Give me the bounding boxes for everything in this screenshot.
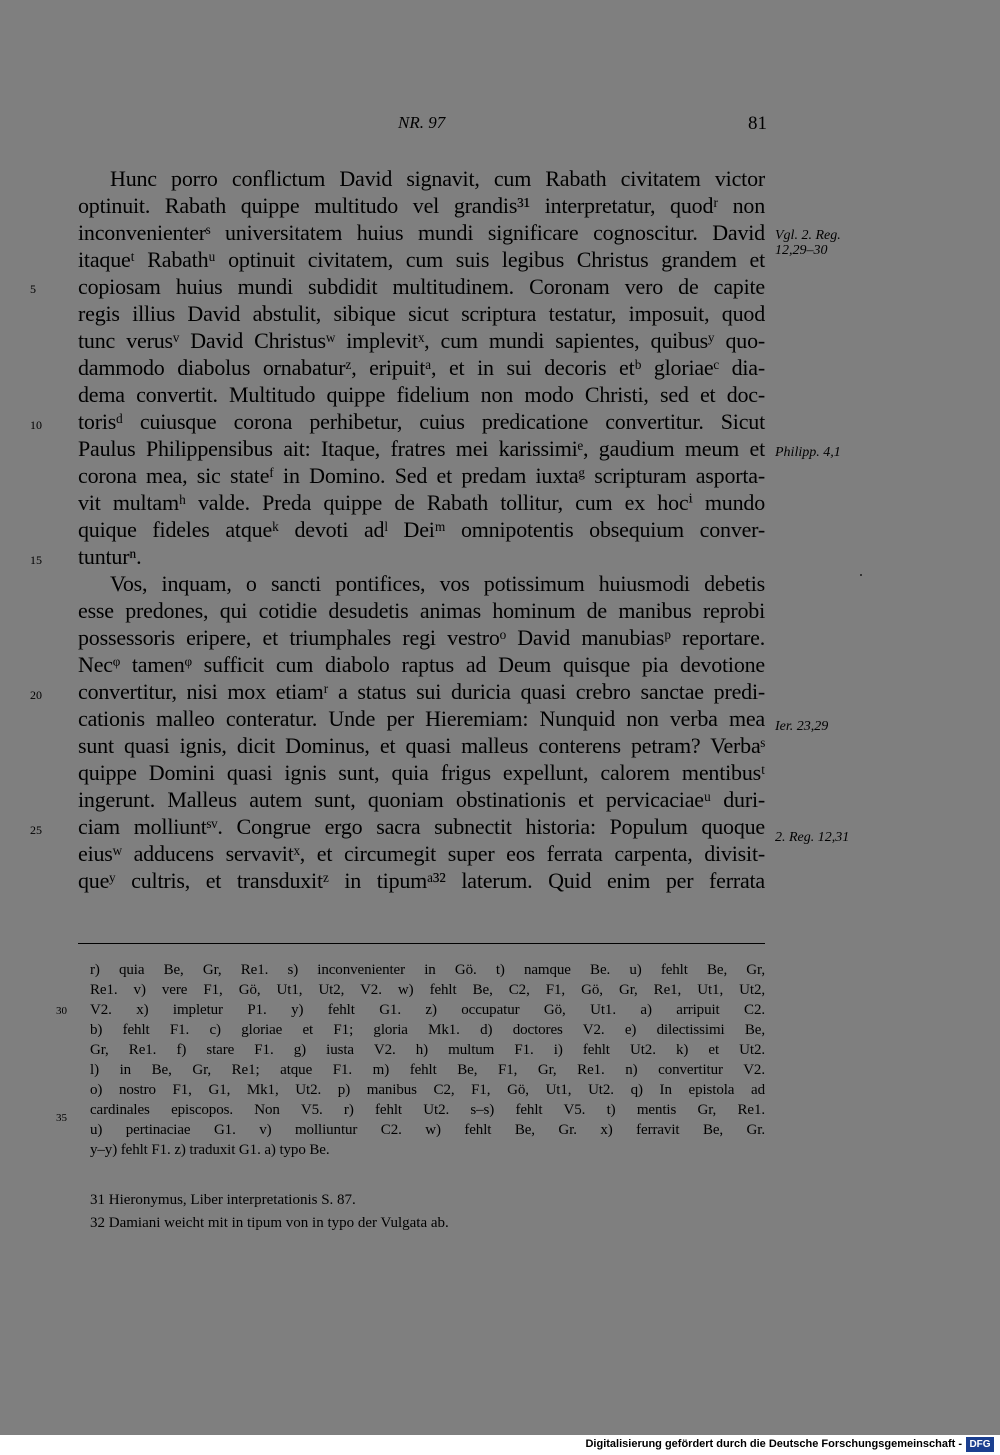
- source-note: 31 Hieronymus, Liber interpretationis S. 87.: [90, 1192, 356, 1208]
- running-header: NR. 97: [398, 113, 446, 132]
- apparatus-line: cardinales episcopos. Non V5. r) fehlt Ut2. s–s) fehlt V5. t) mentis Gr, Re1.: [90, 1102, 765, 1118]
- dfg-logo: DFG: [966, 1437, 994, 1452]
- line-number: 10: [30, 418, 42, 432]
- margin-note: Ier. 23,29: [775, 719, 829, 734]
- apparatus-line: u) pertinaciae G1. v) molliuntur C2. w) fehlt Be, Gr. x) ferravit Be, Gr.: [90, 1122, 765, 1138]
- page-number: 81: [748, 113, 767, 134]
- apparatus-line: V2. x) impletur P1. y) fehlt G1. z) occupatur Gö, Ut1. a) arripuit C2.: [90, 1002, 765, 1018]
- margin-note: 2. Reg. 12,31: [775, 830, 850, 845]
- text-line: tunc verusᵛ David Christusʷ implevitˣ, cum mundi sapientes, quibusʸ quo-: [78, 328, 765, 353]
- text-line: regis illius David abstulit, sibique sicut scriptura testatur, imposuit, quod: [78, 301, 765, 326]
- text-line: sunt quasi ignis, dicit Dominus, et quasi malleus conterens petram? Verbaˢ: [78, 733, 765, 758]
- text-line: quippe Domini quasi ignis sunt, quia frigus expellunt, calorem mentibusᵗ: [78, 760, 765, 785]
- stray-mark: [860, 574, 862, 576]
- text-line: Necᵠ tamenᵠ sufficit cum diabolo raptus ad Deum quisque pia devotione: [78, 652, 765, 677]
- text-line: Vos, inquam, o sancti pontifices, vos potissimum huiusmodi debetis: [110, 571, 765, 596]
- text-line: ingerunt. Malleus autem sunt, quoniam obstinationis et pervicaciaeᵘ duri-: [78, 787, 765, 812]
- text-line: inconvenienterˢ universitatem huius mundi significare cognoscitur. David: [78, 220, 765, 245]
- text-line: esse predones, qui cotidie desudetis animas hominum de manibus reprobi: [78, 598, 765, 623]
- apparatus-line: Re1. v) vere F1, Gö, Ut1, Ut2, V2. w) fehlt Be, C2, F1, Gö, Gr, Re1, Ut1, Ut2,: [90, 982, 765, 998]
- text-line: vit multamʰ valde. Preda quippe de Rabath tollitur, cum ex hocⁱ mundo: [78, 490, 765, 515]
- footnote-divider: [78, 943, 765, 944]
- text-line: corona mea, sic stateᶠ in Domino. Sed et predam iuxtaᵍ scripturam asporta-: [78, 463, 765, 488]
- text-line: Paulus Philippensibus ait: Itaque, fratres mei karissimiᵉ, gaudium meum et: [78, 436, 765, 461]
- text-line: convertitur, nisi mox etiamʳ a status sui duricia quasi crebro sanctae predi-: [78, 679, 765, 704]
- line-number: 5: [30, 282, 36, 296]
- text-line: quique fideles atqueᵏ devoti adˡ Deiᵐ omnipotentis obsequium conver-: [78, 517, 765, 542]
- apparatus-line: r) quia Be, Gr, Re1. s) inconvenienter in Gö. t) namque Be. u) fehlt Be, Gr,: [90, 962, 765, 978]
- apparatus-line: y–y) fehlt F1. z) traduxit G1. a) typo Be.: [90, 1142, 330, 1158]
- apparatus-line: Gr, Re1. f) stare F1. g) iusta V2. h) multum F1. i) fehlt Ut2. k) et Ut2.: [90, 1042, 765, 1058]
- text-line: tunturⁿ.: [78, 544, 142, 569]
- line-number: 15: [30, 553, 42, 567]
- margin-note: Philipp. 4,1: [775, 445, 841, 460]
- line-number: 20: [30, 688, 42, 702]
- apparatus-line: l) in Be, Gr, Re1; atque F1. m) fehlt Be, F1, Gr, Re1. n) convertitur V2.: [90, 1062, 765, 1078]
- text-line: itaqueᵗ Rabathᵘ optinuit civitatem, cum suis legibus Christus grandem et: [78, 247, 765, 272]
- apparatus-line: b) fehlt F1. c) gloriae et F1; gloria Mk1. d) doctores V2. e) dilectissimi Be,: [90, 1022, 765, 1038]
- text-line: eiusʷ adducens servavitˣ, et circumegit super eos ferrata carpenta, divisit-: [78, 841, 765, 866]
- apparatus-line: o) nostro F1, G1, Mk1, Ut2. p) manibus C2, F1, Gö, Ut1, Ut2. q) In epistola ad: [90, 1082, 765, 1098]
- text-line: Hunc porro conflictum David signavit, cum Rabath civitatem victor: [110, 166, 765, 191]
- text-line: torisᵈ cuiusque corona perhibetur, cuius predicatione convertitur. Sicut: [78, 409, 765, 434]
- footer-credit: Digitalisierung gefördert durch die Deutsche Forschungsgemeinschaft -: [585, 1438, 962, 1450]
- margin-note: Vgl. 2. Reg. 12,29–30: [775, 228, 841, 258]
- text-line: copiosam huius mundi subdidit multitudinem. Coronam vero de capite: [78, 274, 765, 299]
- text-line: ciam molliuntˢᵛ. Congrue ergo sacra subnectit historia: Populum quoque: [78, 814, 765, 839]
- text-line: optinuit. Rabath quippe multitudo vel grandis³¹ interpretatur, quodʳ non: [78, 193, 765, 218]
- line-number: 30: [56, 1005, 67, 1017]
- text-line: cationis malleo conteratur. Unde per Hieremiam: Nunquid non verba mea: [78, 706, 765, 731]
- text-line: possessoris eripere, et triumphales regi vestroᵒ David manubiasᵖ reportare.: [78, 625, 765, 650]
- line-number: 35: [56, 1112, 67, 1124]
- line-number: 25: [30, 823, 42, 837]
- text-line: queʸ cultris, et transduxitᶻ in tipumᵃ³² laterum. Quid enim per ferrata: [78, 868, 765, 893]
- source-note: 32 Damiani weicht mit in tipum von in typo der Vulgata ab.: [90, 1215, 449, 1231]
- text-line: dammodo diabolus ornabaturᶻ, eripuitᵃ, et in sui decoris etᵇ gloriaeᶜ dia-: [78, 355, 765, 380]
- text-line: dema convertit. Multitudo quippe fidelium non modo Christi, sed et doc-: [78, 382, 765, 407]
